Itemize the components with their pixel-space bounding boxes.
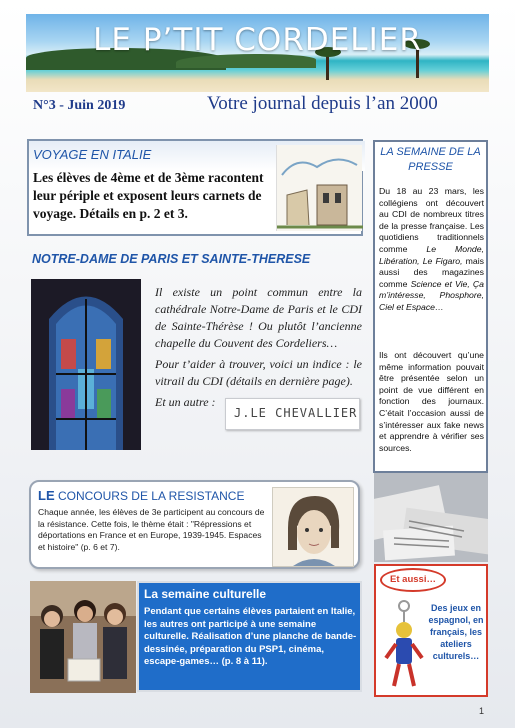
newspapers-photo [374, 473, 488, 562]
voyage-box [27, 139, 363, 236]
sidebar-title: LA SEMAINE DE LA PRESSE [380, 146, 481, 173]
voyage-text: Les élèves de 4ème et de 3ème racontent leur périple et exposent leurs carnets de voyage. Détails en p. 2 et 3. [33, 170, 264, 221]
page-number: 1 [479, 706, 485, 716]
sidebar-p1-a: Du 18 au 23 mars, les collégiens ont découvert au CDI de nombreux titres de la presse française. Les quotidiens traditionnels comme [379, 186, 484, 254]
students-photo [30, 581, 136, 693]
italy-sketch-image [276, 145, 362, 231]
issue-number: N°3 - Juin 2019 [33, 98, 126, 113]
culture-text: Pendant que certains élèves partaient en Italie, les autres ont participé à une semaine culturelle. Réalisation d’une planche de bande-dessinée, préparation du PSP1, cinéma, escape-games… (p. 8 à 11). [144, 606, 357, 667]
culture-box [137, 581, 362, 692]
concours-title-rest: CONCOURS DE LA RESISTANCE [57, 489, 245, 503]
signature-image: J.LE CHEVALLIER [225, 398, 360, 430]
concours-title-strong: LE [38, 488, 55, 503]
nd-paragraph-3: Et un autre : [155, 395, 216, 409]
concours-box [29, 480, 360, 569]
portrait-sketch [273, 488, 353, 566]
sidebar-paragraph-1 [379, 186, 484, 314]
students-photo-drawing [30, 581, 136, 693]
header-banner [26, 14, 489, 92]
aussi-box [374, 564, 488, 697]
aussi-bubble: Et aussi… [380, 568, 446, 592]
portrait-drawing [272, 487, 354, 567]
sidebar-paragraph-2: Ils ont découvert qu’une même information pouvait être présentée selon un point de vue différent en fonction des journaux. C’était l’occasion aussi de s’intéresser aux fake news et apprendre à vérifier ses sources. [379, 350, 484, 453]
voyage-title: VOYAGE EN ITALIE [33, 147, 152, 162]
keyring-figure-image [384, 600, 424, 690]
stained-glass-photo [31, 279, 141, 450]
aussi-text: Des jeux en espagnol, en français, les ateliers culturels… [428, 603, 484, 661]
sidebar-p1-b: mais aussi des magazines comme [379, 255, 484, 289]
tagline: Votre journal depuis l’an 2000 [207, 93, 438, 114]
concours-title [38, 488, 244, 503]
concours-text: Chaque année, les élèves de 3e participent au concours de la résistance. Cette fois, le thème était : "Répressions et déportations en France et en Europe, 1939-1945. Espaces et histoire" (p. 6 et 7). [38, 507, 265, 552]
stained-glass-drawing [31, 279, 141, 450]
notre-dame-title: NOTRE-DAME DE PARIS ET SAINTE-THERESE [32, 252, 311, 266]
culture-title: La semaine culturelle [144, 587, 267, 601]
newspaper-title: LE P’TIT CORDELIER [93, 22, 422, 58]
sidebar-presse [373, 140, 488, 473]
sidebar-p1-media-2: Science et Vie, Ça m’intéresse, Phosphore, Ciel et Espace… [379, 278, 484, 312]
sketch-drawing [277, 145, 363, 231]
sidebar-p1-media-1: Le Monde, Libération, Le Figaro, [379, 243, 484, 266]
nd-paragraph-1: Il existe un point commun entre la cathédrale Notre-Dame de Paris et le CDI de Sainte-Thérèse ! Ou plutôt l’ancienne chapelle du Couvent des Cordeliers… [155, 285, 362, 350]
newspapers-drawing [374, 473, 488, 562]
notre-dame-text [155, 284, 362, 415]
nd-paragraph-2: Pour t’aider à trouver, voici un indice : le vitrail du CDI (détails en dernière page). [155, 357, 362, 388]
